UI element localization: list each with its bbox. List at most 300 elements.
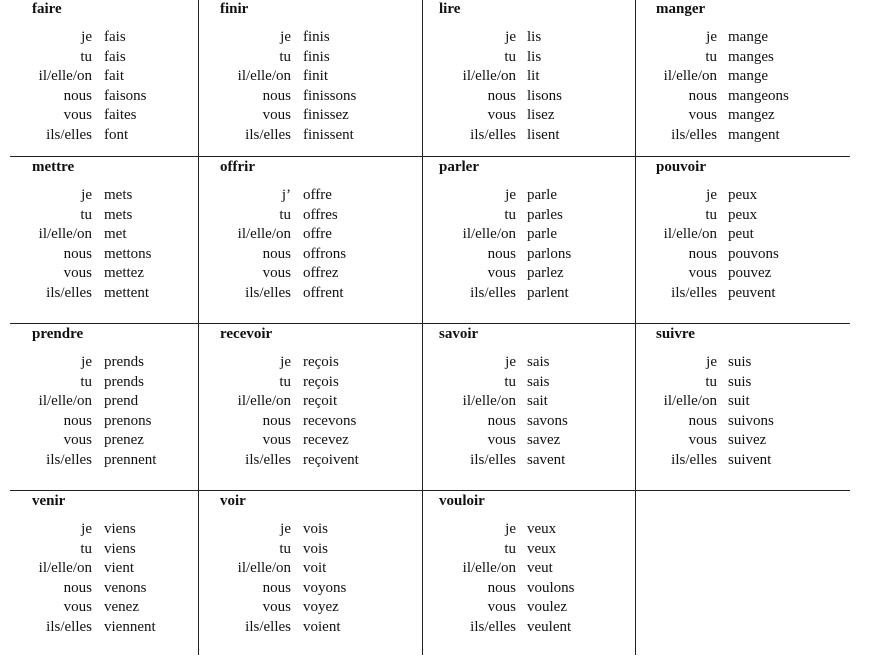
pronoun: tu bbox=[504, 540, 516, 557]
conjugation-line bbox=[636, 106, 850, 126]
pronoun: il/elle/on bbox=[237, 68, 291, 84]
verb-form: prenez bbox=[104, 432, 144, 448]
conjugation-line bbox=[636, 431, 850, 451]
verb-infinitive: parler bbox=[439, 159, 479, 175]
verb-form: mange bbox=[728, 29, 768, 45]
conjugation-list bbox=[10, 520, 198, 637]
verb-infinitive: mettre bbox=[32, 159, 75, 175]
pronoun: nous bbox=[63, 87, 92, 104]
verb-form: venez bbox=[104, 599, 139, 615]
pronoun: il/elle/on bbox=[38, 68, 92, 84]
pronoun: nous bbox=[262, 412, 291, 429]
verb-infinitive: lire bbox=[439, 1, 461, 17]
pronoun: j’ bbox=[281, 187, 291, 203]
verb-form: reçois bbox=[303, 354, 339, 370]
verb-form: savez bbox=[527, 432, 561, 448]
verb-infinitive: finir bbox=[220, 1, 249, 17]
conjugation-line bbox=[10, 618, 198, 638]
pronoun: ils/elles bbox=[470, 451, 516, 468]
conjugation-line bbox=[423, 245, 635, 265]
pronoun: ils/elles bbox=[46, 284, 92, 301]
conjugation-line bbox=[199, 28, 422, 48]
pronoun: il/elle/on bbox=[663, 226, 717, 242]
conjugation-line bbox=[423, 412, 635, 432]
conjugation-line bbox=[199, 186, 422, 206]
pronoun: vous bbox=[63, 599, 92, 615]
conjugation-list bbox=[199, 520, 422, 637]
verb-form: faites bbox=[104, 107, 137, 123]
pronoun: tu bbox=[504, 48, 516, 65]
conjugation-line bbox=[423, 28, 635, 48]
verb-form: offrent bbox=[303, 284, 344, 301]
conjugation-line bbox=[636, 206, 850, 226]
pronoun: nous bbox=[63, 579, 92, 596]
conjugation-line bbox=[199, 225, 422, 245]
pronoun: il/elle/on bbox=[462, 68, 516, 84]
pronoun: tu bbox=[705, 206, 717, 223]
verb-form: recevez bbox=[303, 432, 349, 448]
conjugation-line bbox=[199, 206, 422, 226]
verb-form: manges bbox=[728, 48, 774, 65]
conjugation-line bbox=[423, 540, 635, 560]
pronoun: nous bbox=[262, 245, 291, 262]
pronoun: il/elle/on bbox=[237, 226, 291, 242]
pronoun: nous bbox=[487, 245, 516, 262]
conjugation-line bbox=[636, 392, 850, 412]
pronoun: nous bbox=[688, 245, 717, 262]
conjugation-line bbox=[10, 206, 198, 226]
conjugation-line bbox=[423, 520, 635, 540]
conjugation-line bbox=[10, 392, 198, 412]
pronoun: je bbox=[81, 354, 92, 370]
verb-form: sais bbox=[527, 373, 550, 390]
verb-form: vois bbox=[303, 540, 329, 557]
verb-cell bbox=[10, 0, 198, 166]
conjugation-line bbox=[199, 559, 422, 579]
conjugation-line bbox=[10, 284, 198, 304]
conjugation-line bbox=[423, 618, 635, 638]
pronoun: tu bbox=[504, 206, 516, 223]
pronoun: nous bbox=[487, 412, 516, 429]
verb-cell bbox=[635, 491, 850, 655]
conjugation-line bbox=[199, 264, 422, 284]
conjugation-line bbox=[199, 245, 422, 265]
verb-form: veux bbox=[527, 521, 557, 537]
verb-cell bbox=[422, 157, 635, 324]
pronoun: nous bbox=[487, 579, 516, 596]
pronoun: il/elle/on bbox=[663, 393, 717, 409]
conjugation-line bbox=[636, 264, 850, 284]
pronoun: tu bbox=[279, 373, 291, 390]
verb-cell bbox=[422, 324, 635, 491]
verb-cell bbox=[635, 324, 850, 491]
verb-form: voyez bbox=[303, 599, 339, 615]
verb-form: reçoivent bbox=[303, 451, 359, 468]
pronoun: il/elle/on bbox=[38, 560, 92, 576]
conjugation-line bbox=[199, 579, 422, 599]
verb-cell bbox=[422, 0, 635, 166]
conjugation-line bbox=[199, 353, 422, 373]
conjugation-line bbox=[199, 87, 422, 107]
verb-form: offres bbox=[303, 206, 338, 223]
pronoun: il/elle/on bbox=[237, 393, 291, 409]
verb-form: mangez bbox=[728, 107, 775, 123]
verb-form: parle bbox=[527, 187, 557, 203]
verb-form: fais bbox=[104, 29, 126, 45]
conjugation-line bbox=[10, 67, 198, 87]
pronoun: ils/elles bbox=[245, 451, 291, 468]
verb-form: sais bbox=[527, 354, 550, 370]
pronoun: il/elle/on bbox=[663, 68, 717, 84]
conjugation-line bbox=[423, 284, 635, 304]
pronoun: je bbox=[505, 521, 516, 537]
verb-form: viens bbox=[104, 521, 136, 537]
verb-form: suis bbox=[728, 373, 752, 390]
pronoun: ils/elles bbox=[46, 451, 92, 468]
pronoun: vous bbox=[63, 432, 92, 448]
pronoun: nous bbox=[63, 412, 92, 429]
verb-infinitive: manger bbox=[656, 1, 706, 17]
conjugation-line bbox=[10, 431, 198, 451]
verb-form: fais bbox=[104, 48, 126, 65]
conjugation-line bbox=[636, 412, 850, 432]
pronoun: je bbox=[280, 354, 291, 370]
conjugation-list bbox=[199, 353, 422, 470]
conjugation-list bbox=[423, 28, 635, 145]
conjugation-line bbox=[423, 451, 635, 471]
conjugation-list bbox=[636, 186, 850, 303]
conjugation-line bbox=[199, 451, 422, 471]
verb-infinitive: faire bbox=[32, 1, 62, 17]
pronoun: ils/elles bbox=[245, 284, 291, 301]
verb-infinitive: venir bbox=[32, 493, 66, 509]
verb-form: vient bbox=[104, 560, 134, 576]
conjugation-line bbox=[10, 106, 198, 126]
conjugation-line bbox=[199, 373, 422, 393]
pronoun: je bbox=[280, 521, 291, 537]
verb-infinitive: suivre bbox=[656, 326, 695, 342]
verb-form: savons bbox=[527, 412, 568, 429]
verb-form: peux bbox=[728, 187, 758, 203]
conjugation-line bbox=[423, 206, 635, 226]
pronoun: je bbox=[81, 521, 92, 537]
pronoun: ils/elles bbox=[245, 126, 291, 143]
verb-form: finis bbox=[303, 29, 330, 45]
pronoun: vous bbox=[487, 107, 516, 123]
conjugation-line bbox=[423, 353, 635, 373]
pronoun: nous bbox=[262, 87, 291, 104]
verb-infinitive: savoir bbox=[439, 326, 479, 342]
verb-cell bbox=[10, 157, 198, 324]
pronoun: ils/elles bbox=[470, 284, 516, 301]
conjugation-line bbox=[423, 126, 635, 146]
conjugation-list bbox=[636, 28, 850, 145]
verb-infinitive: offrir bbox=[220, 159, 255, 175]
table-row bbox=[10, 490, 850, 658]
pronoun: je bbox=[81, 187, 92, 203]
verb-form: prends bbox=[104, 373, 144, 390]
conjugation-line bbox=[423, 106, 635, 126]
verb-form: offre bbox=[303, 187, 332, 203]
conjugation-line bbox=[199, 618, 422, 638]
conjugation-line bbox=[10, 540, 198, 560]
pronoun: nous bbox=[487, 87, 516, 104]
pronoun: tu bbox=[279, 48, 291, 65]
pronoun: vous bbox=[262, 265, 291, 281]
verb-form: viennent bbox=[104, 618, 156, 635]
conjugation-line bbox=[10, 126, 198, 146]
pronoun: nous bbox=[688, 412, 717, 429]
conjugation-list bbox=[423, 186, 635, 303]
verb-form: prenons bbox=[104, 412, 152, 429]
conjugation-line bbox=[636, 28, 850, 48]
conjugation-line bbox=[199, 67, 422, 87]
conjugation-line bbox=[199, 540, 422, 560]
verb-infinitive: voir bbox=[220, 493, 246, 509]
verb-form: mangent bbox=[728, 126, 780, 143]
verb-form: prennent bbox=[104, 451, 157, 468]
verb-conjugation-table bbox=[10, 0, 850, 653]
verb-form: peux bbox=[728, 206, 758, 223]
pronoun: ils/elles bbox=[671, 126, 717, 143]
pronoun: vous bbox=[262, 599, 291, 615]
pronoun: je bbox=[81, 29, 92, 45]
pronoun: ils/elles bbox=[245, 618, 291, 635]
conjugation-list bbox=[10, 353, 198, 470]
conjugation-list bbox=[10, 186, 198, 303]
verb-form: mange bbox=[728, 68, 768, 84]
pronoun: il/elle/on bbox=[38, 393, 92, 409]
verb-cell bbox=[198, 324, 422, 491]
verb-form: lisons bbox=[527, 87, 563, 104]
verb-form: mets bbox=[104, 187, 133, 203]
conjugation-line bbox=[636, 126, 850, 146]
verb-form: offrez bbox=[303, 265, 339, 281]
conjugation-line bbox=[636, 186, 850, 206]
pronoun: vous bbox=[63, 107, 92, 123]
conjugation-line bbox=[423, 559, 635, 579]
conjugation-line bbox=[10, 520, 198, 540]
verb-form: reçois bbox=[303, 373, 339, 390]
pronoun: tu bbox=[80, 48, 92, 65]
pronoun: nous bbox=[262, 579, 291, 596]
pronoun: vous bbox=[487, 599, 516, 615]
verb-form: finissons bbox=[303, 87, 357, 104]
conjugation-list bbox=[636, 353, 850, 470]
verb-form: reçoit bbox=[303, 393, 338, 409]
conjugation-line bbox=[10, 87, 198, 107]
pronoun: tu bbox=[705, 48, 717, 65]
pronoun: tu bbox=[80, 206, 92, 223]
table-row bbox=[10, 323, 850, 491]
verb-form: finis bbox=[303, 48, 330, 65]
conjugation-line bbox=[199, 284, 422, 304]
verb-form: suit bbox=[728, 393, 750, 409]
conjugation-line bbox=[10, 412, 198, 432]
pronoun: je bbox=[505, 354, 516, 370]
conjugation-line bbox=[10, 245, 198, 265]
conjugation-line bbox=[10, 559, 198, 579]
pronoun: je bbox=[706, 354, 717, 370]
pronoun: vous bbox=[688, 265, 717, 281]
verb-form: recevons bbox=[303, 412, 357, 429]
verb-form: finit bbox=[303, 68, 328, 84]
pronoun: je bbox=[280, 29, 291, 45]
verb-form: faisons bbox=[104, 87, 147, 104]
verb-form: lis bbox=[527, 48, 542, 65]
conjugation-line bbox=[199, 520, 422, 540]
verb-cell bbox=[635, 0, 850, 166]
conjugation-line bbox=[10, 186, 198, 206]
pronoun: je bbox=[706, 187, 717, 203]
conjugation-line bbox=[423, 186, 635, 206]
pronoun: ils/elles bbox=[46, 126, 92, 143]
verb-form: offrons bbox=[303, 245, 347, 262]
conjugation-list bbox=[199, 186, 422, 303]
pronoun: vous bbox=[688, 432, 717, 448]
pronoun: il/elle/on bbox=[462, 560, 516, 576]
verb-infinitive: prendre bbox=[32, 326, 84, 342]
pronoun: vous bbox=[262, 432, 291, 448]
pronoun: ils/elles bbox=[470, 126, 516, 143]
pronoun: ils/elles bbox=[470, 618, 516, 635]
verb-form: voulons bbox=[527, 579, 575, 596]
verb-form: peuvent bbox=[728, 284, 776, 301]
conjugation-line bbox=[423, 67, 635, 87]
conjugation-line bbox=[10, 225, 198, 245]
verb-form: fait bbox=[104, 68, 124, 84]
pronoun: il/elle/on bbox=[462, 226, 516, 242]
conjugation-line bbox=[636, 353, 850, 373]
conjugation-list bbox=[423, 520, 635, 637]
verb-infinitive: pouvoir bbox=[656, 159, 707, 175]
conjugation-line bbox=[636, 225, 850, 245]
verb-form: lisent bbox=[527, 126, 560, 143]
verb-form: voulez bbox=[527, 599, 567, 615]
verb-form: mettons bbox=[104, 245, 152, 262]
conjugation-line bbox=[423, 579, 635, 599]
conjugation-line bbox=[636, 67, 850, 87]
verb-form: mangeons bbox=[728, 87, 789, 104]
pronoun: tu bbox=[80, 373, 92, 390]
verb-cell bbox=[635, 157, 850, 324]
conjugation-line bbox=[10, 598, 198, 618]
verb-form: mets bbox=[104, 206, 133, 223]
pronoun: tu bbox=[279, 206, 291, 223]
pronoun: tu bbox=[705, 373, 717, 390]
pronoun: tu bbox=[80, 540, 92, 557]
conjugation-line bbox=[10, 264, 198, 284]
conjugation-line bbox=[10, 353, 198, 373]
conjugation-line bbox=[423, 48, 635, 68]
table-row bbox=[10, 156, 850, 324]
verb-form: lisez bbox=[527, 107, 555, 123]
verb-form: viens bbox=[104, 540, 136, 557]
verb-form: voyons bbox=[303, 579, 347, 596]
verb-form: prend bbox=[104, 393, 139, 409]
pronoun: tu bbox=[504, 373, 516, 390]
pronoun: vous bbox=[63, 265, 92, 281]
verb-cell bbox=[198, 491, 422, 655]
verb-form: peut bbox=[728, 226, 754, 242]
conjugation-line bbox=[423, 598, 635, 618]
verb-form: suis bbox=[728, 354, 752, 370]
conjugation-line bbox=[199, 106, 422, 126]
verb-form: offre bbox=[303, 226, 332, 242]
pronoun: je bbox=[505, 29, 516, 45]
conjugation-line bbox=[423, 264, 635, 284]
verb-form: savent bbox=[527, 451, 566, 468]
verb-cell bbox=[422, 491, 635, 655]
conjugation-line bbox=[199, 48, 422, 68]
pronoun: il/elle/on bbox=[237, 560, 291, 576]
conjugation-line bbox=[636, 87, 850, 107]
pronoun: il/elle/on bbox=[38, 226, 92, 242]
verb-form: mettent bbox=[104, 284, 149, 301]
verb-form: lit bbox=[527, 68, 540, 84]
pronoun: ils/elles bbox=[671, 451, 717, 468]
verb-infinitive: recevoir bbox=[220, 326, 273, 342]
verb-form: finissent bbox=[303, 126, 354, 143]
verb-form: parlez bbox=[527, 265, 564, 281]
conjugation-line bbox=[199, 598, 422, 618]
pronoun: vous bbox=[688, 107, 717, 123]
conjugation-line bbox=[636, 373, 850, 393]
conjugation-line bbox=[636, 245, 850, 265]
verb-form: suivons bbox=[728, 412, 774, 429]
conjugation-line bbox=[10, 48, 198, 68]
verb-form: veut bbox=[527, 560, 553, 576]
verb-form: parle bbox=[527, 226, 557, 242]
verb-form: lis bbox=[527, 29, 542, 45]
pronoun: nous bbox=[63, 245, 92, 262]
conjugation-line bbox=[199, 431, 422, 451]
conjugation-line bbox=[199, 412, 422, 432]
pronoun: ils/elles bbox=[46, 618, 92, 635]
verb-form: suivez bbox=[728, 432, 767, 448]
conjugation-line bbox=[10, 579, 198, 599]
pronoun: nous bbox=[688, 87, 717, 104]
conjugation-line bbox=[636, 451, 850, 471]
verb-cell bbox=[10, 491, 198, 655]
verb-form: pouvez bbox=[728, 265, 772, 281]
table-row bbox=[10, 0, 850, 167]
verb-infinitive: vouloir bbox=[439, 493, 485, 509]
verb-form: voient bbox=[303, 618, 341, 635]
verb-form: veulent bbox=[527, 618, 572, 635]
conjugation-line bbox=[423, 392, 635, 412]
pronoun: je bbox=[505, 187, 516, 203]
verb-form: parlent bbox=[527, 284, 569, 301]
verb-cell bbox=[198, 0, 422, 166]
conjugation-line bbox=[423, 373, 635, 393]
conjugation-line bbox=[199, 126, 422, 146]
verb-form: venons bbox=[104, 579, 147, 596]
pronoun: je bbox=[706, 29, 717, 45]
verb-form: prends bbox=[104, 354, 144, 370]
verb-form: parles bbox=[527, 206, 563, 223]
conjugation-line bbox=[10, 28, 198, 48]
verb-form: veux bbox=[527, 540, 557, 557]
conjugation-line bbox=[423, 431, 635, 451]
pronoun: ils/elles bbox=[671, 284, 717, 301]
conjugation-line bbox=[636, 284, 850, 304]
verb-form: parlons bbox=[527, 245, 572, 262]
verb-form: voit bbox=[303, 560, 327, 576]
verb-form: vois bbox=[303, 521, 329, 537]
conjugation-line bbox=[636, 48, 850, 68]
verb-cell bbox=[10, 324, 198, 491]
